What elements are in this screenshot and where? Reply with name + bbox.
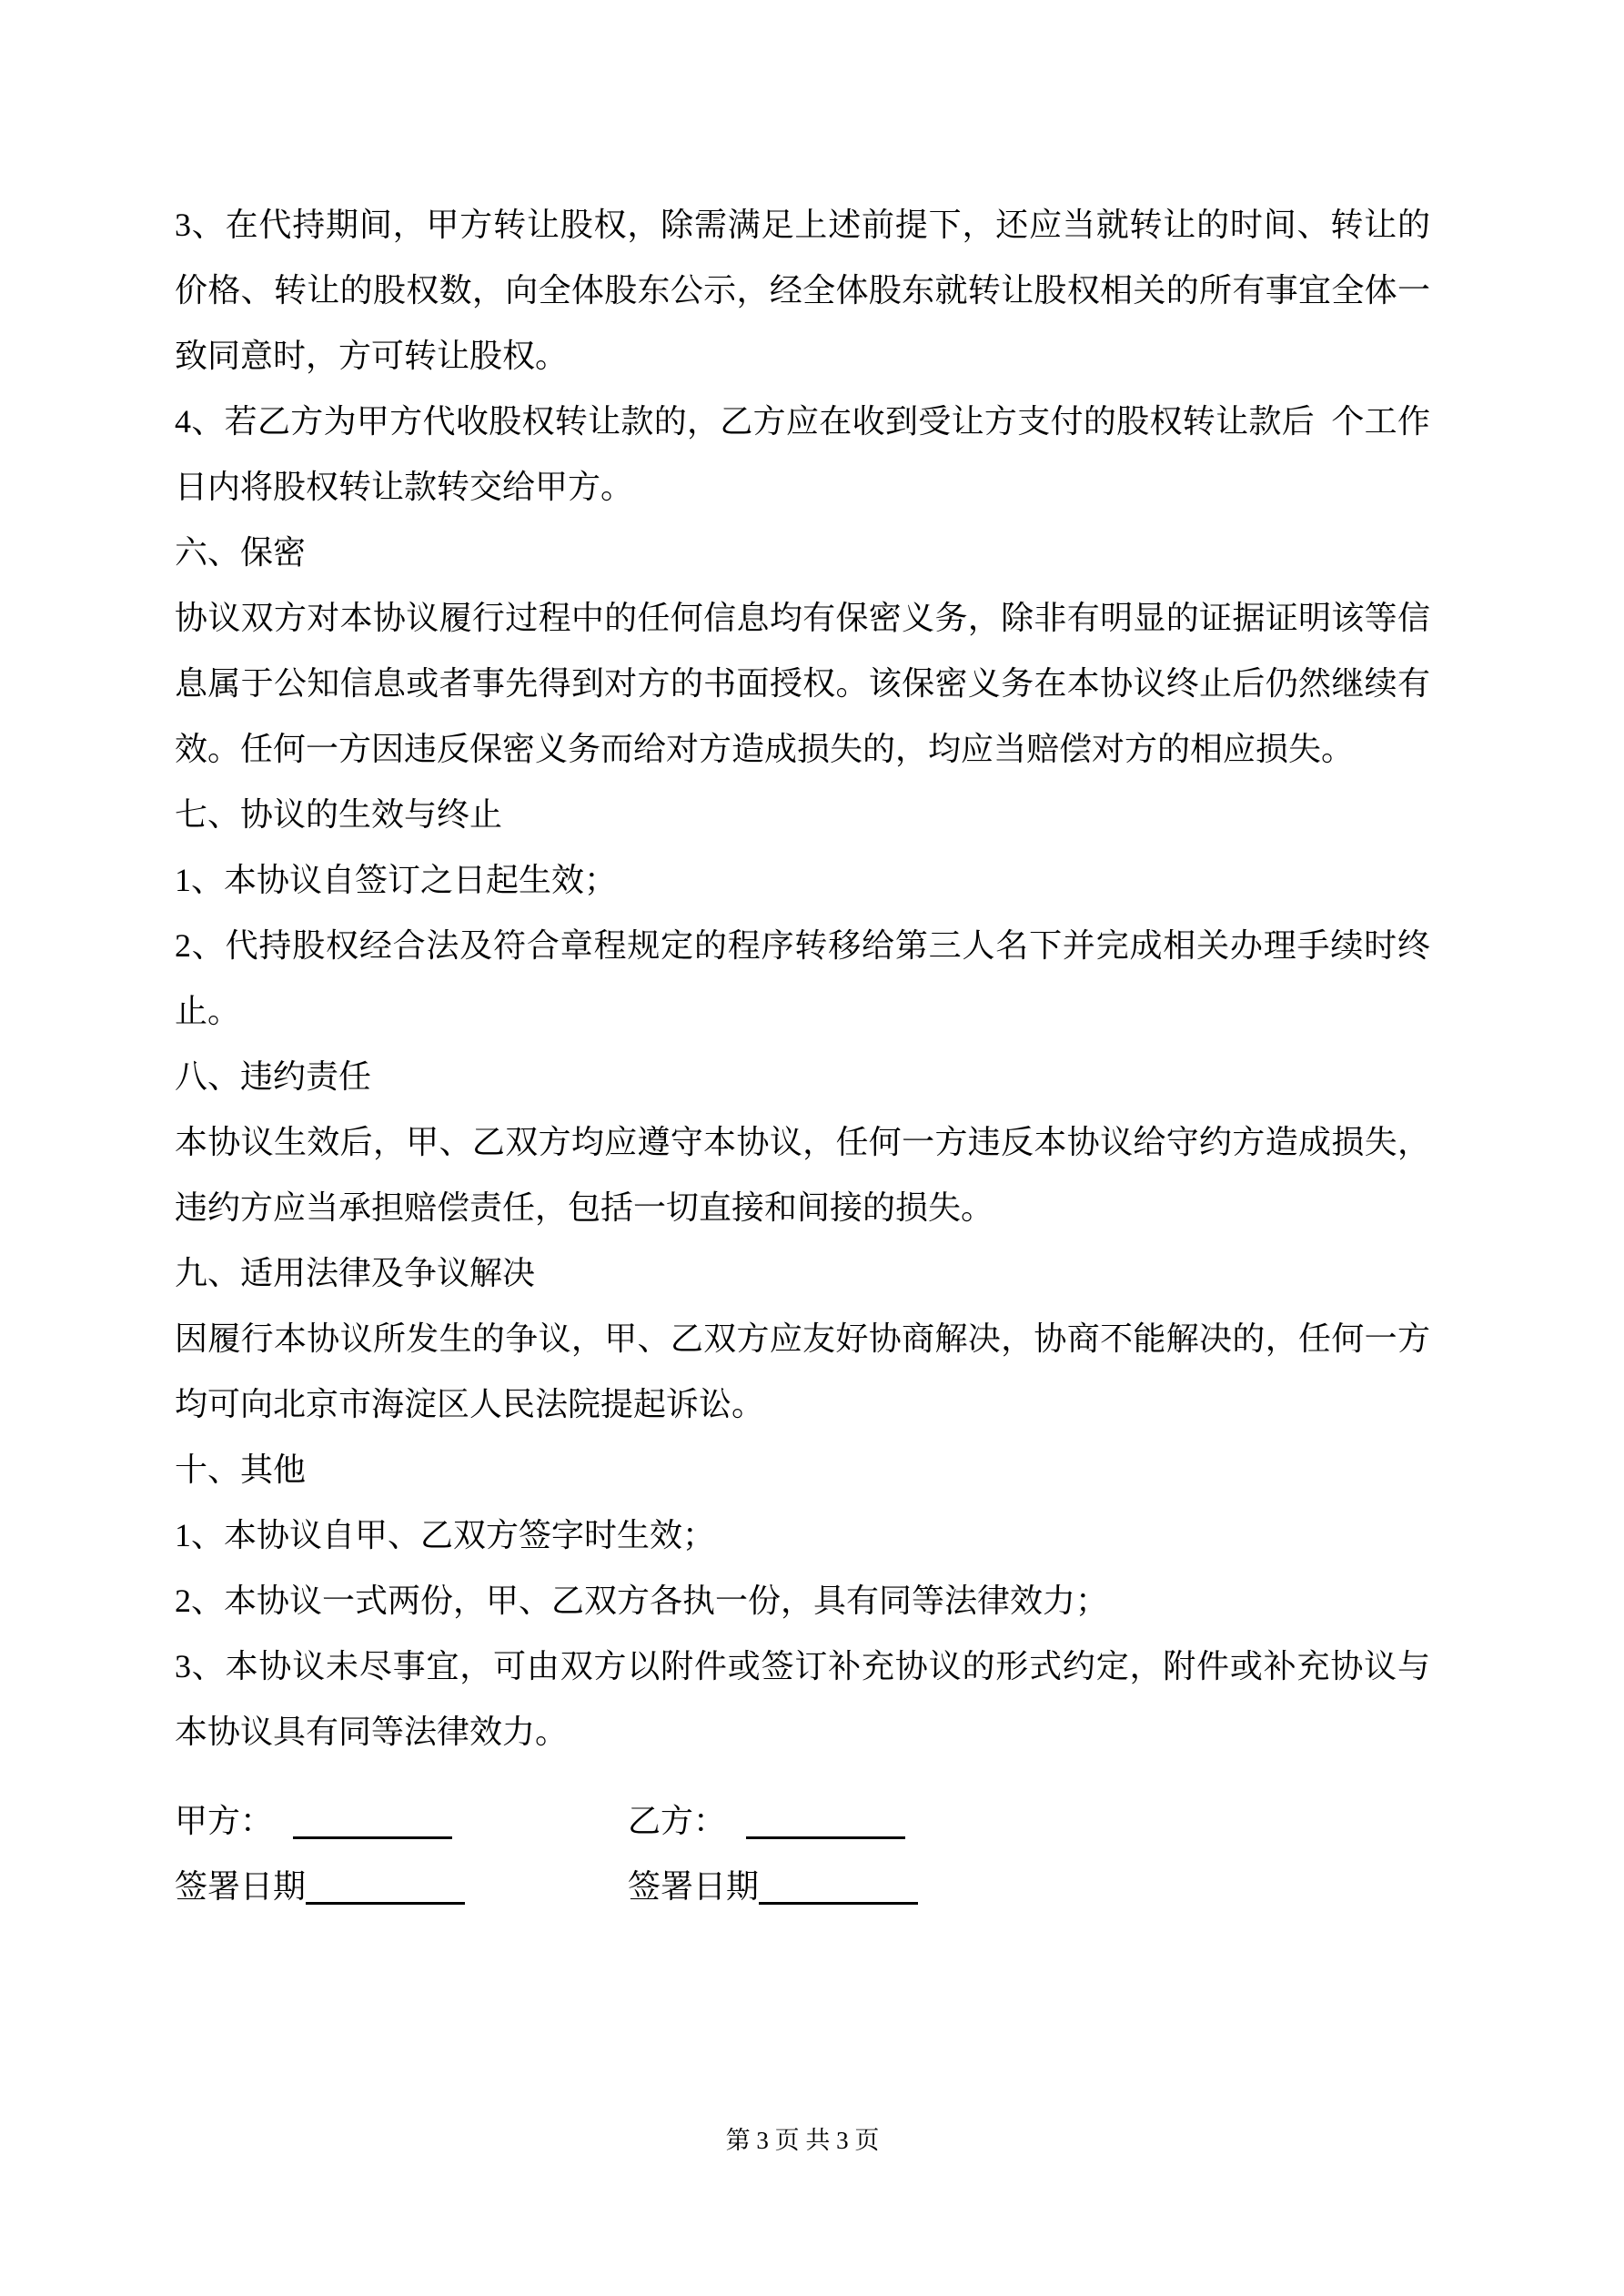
clause-misc-2: 2、本协议一式两份，甲、乙双方各执一份，具有同等法律效力； [175,1583,1109,1619]
heading-confidentiality: 六、保密 [175,534,307,571]
para-breach-liability: 本协议生效后，甲、乙双方均应遵守本协议，任何一方违反本协议给守约方造成损失，违约方应当承担赔偿责任，包括一切直接和间接的损失。 [175,1124,1430,1226]
para-confidentiality: 协议双方对本协议履行过程中的任何信息均有保密义务，除非有明显的证据证明该等信息属于公知信息或者事先得到对方的书面授权。该保密义务在本协议终止后仍然继续有效。任何一方因违反保密义务而给对方造成损失的，均应当赔偿对方的相应损失。 [175,600,1430,767]
party-a-signature-line [293,1804,452,1839]
party-b-signature [628,1788,905,1854]
party-a-date-label: 签署日期 [175,1868,307,1905]
para-governing-law: 因履行本协议所发生的争议，甲、乙双方应友好协商解决，协商不能解决的，任何一方均可向北京市海淀区人民法院提起诉讼。 [175,1320,1430,1422]
party-b-date-label: 签署日期 [628,1868,760,1905]
party-a-label: 甲方： [175,1803,274,1839]
clause-item-3: 3、在代持期间，甲方转让股权，除需满足上述前提下，还应当就转让的时间、转让的价格、转让的股权数，向全体股东公示，经全体股东就转让股权相关的所有事宜全体一致同意时，方可转让股权。 [175,207,1430,374]
party-a-date [175,1854,628,1919]
party-b-signature-line [746,1804,905,1839]
contract-body [175,192,1430,1919]
page-footer [175,2125,1430,2156]
party-a-date-line [306,1869,465,1905]
party-signature-row [175,1788,1430,1854]
clause-effective-1: 1、本协议自签订之日起生效； [175,862,618,898]
party-a-signature [175,1788,628,1854]
heading-governing-law: 九、适用法律及争议解决 [175,1255,536,1291]
heading-miscellaneous: 十、其他 [175,1451,307,1488]
page-number-indicator: 第 3 页 共 3 页 [725,2127,880,2154]
clause-misc-3: 3、本协议未尽事宜，可由双方以附件或签订补充协议的形式约定，附件或补充协议与本协议具有同等法律效力。 [175,1648,1430,1750]
party-b-date-line [759,1869,918,1905]
party-b-label: 乙方： [628,1803,727,1839]
clause-effective-2: 2、代持股权经合法及符合章程规定的程序转移给第三人名下并完成相关办理手续时终止。 [175,927,1430,1029]
signature-block [175,1788,1430,1919]
heading-breach-liability: 八、违约责任 [175,1058,372,1095]
date-signature-row [175,1854,1430,1919]
clause-item-4: 4、若乙方为甲方代收股权转让款的，乙方应在收到受让方支付的股权转让款后 个工作日内将股权转让款转交给甲方。 [175,403,1430,505]
heading-effective-termination: 七、协议的生效与终止 [175,796,503,833]
clause-misc-1: 1、本协议自甲、乙双方签字时生效； [175,1517,716,1553]
party-b-date [628,1854,918,1919]
